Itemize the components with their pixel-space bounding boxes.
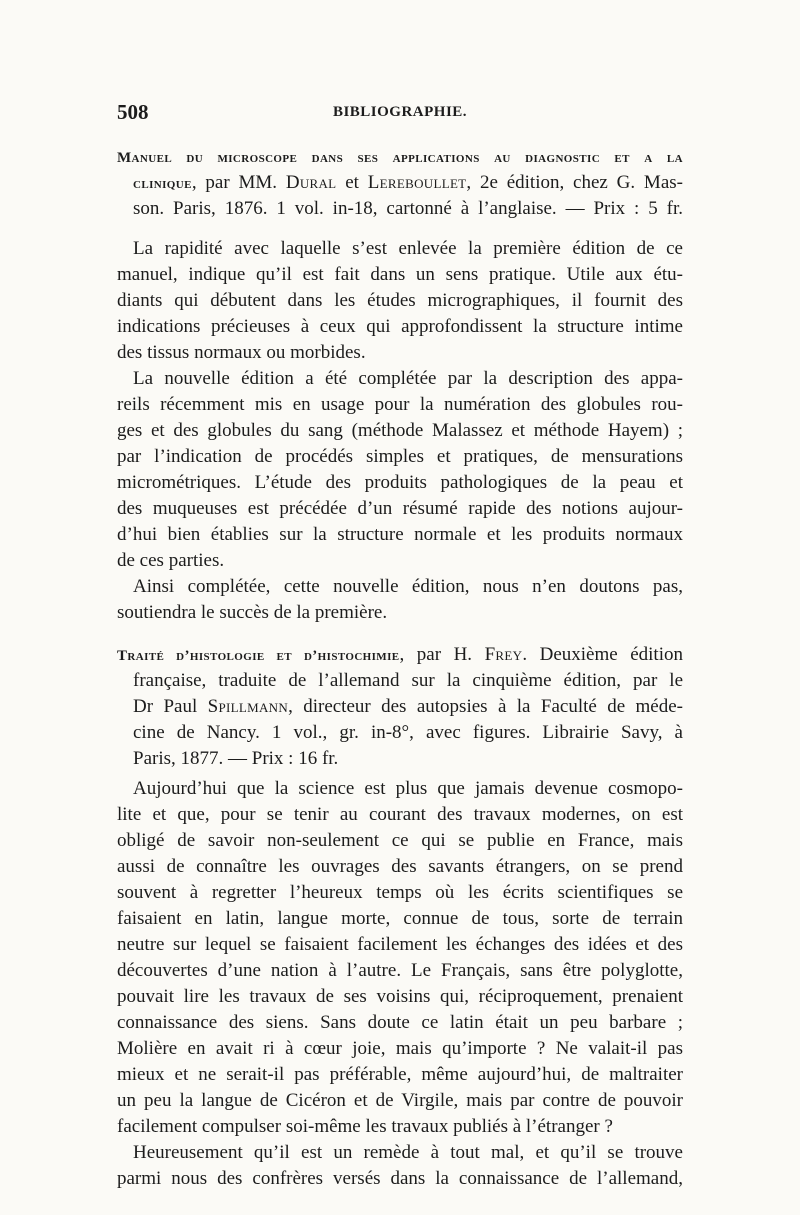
text-line: La nouvelle édition a été complétée par la description des appa- [133,368,683,389]
text-line: ges et des globules du sang (méthode Malassez et méthode Hayem) ; [117,420,683,441]
text-line: souvent à regretter l’heureux temps où les écrits scientifiques se [117,882,683,903]
page-header [117,100,683,126]
text-line: lite et que, pour se tenir au courant des travaux modernes, on est [117,804,683,825]
entry1-title-cont: clinique [133,176,192,192]
text-line: micrométriques. L’étude des produits pathologiques de la peau et [117,472,683,493]
text-fragment: et [336,172,368,193]
entry2-title-line [117,642,683,668]
text-line: diants qui débutent dans les études micrographiques, il fournit des [117,290,683,311]
text-line: facilement compulser soi-même les travaux publiés à l’étranger ? [117,1116,613,1137]
entry1-author2: Lereboullet [367,172,467,193]
text-line: Aujourd’hui que la science est plus que jamais devenue cosmopo- [133,778,683,799]
text-line: Heureusement qu’il est un remède à tout mal, et qu’il se trouve [133,1142,683,1163]
text-line: son. Paris, 1876. 1 vol. in-18, cartonné à l’anglaise. — Prix : 5 fr. [133,198,683,219]
text-line: faisaient en latin, langue morte, connue de tous, sorte de terrain [117,908,683,929]
text-line: reils récemment mis en usage pour la numération des globules rou- [117,394,683,415]
text-line: Ainsi complétée, cette nouvelle édition, nous n’en doutons pas, [133,576,683,597]
text-line: soutiendra le succès de la première. [117,602,388,623]
entry2-author: Frey [484,644,523,665]
text-line: des tissus normaux ou morbides. [117,342,366,363]
text-line: obligé de savoir non-seulement ce qui se publie en France, mais [117,830,683,851]
page-number: 508 [117,100,149,124]
text-line: indications précieuses à ceux qui approfondissent la structure intime [117,316,683,337]
text-line: découvertes d’une nation à l’autre. Le Français, sans être polyglotte, [117,960,683,981]
entry1-line2 [133,170,683,196]
text-fragment: . Deuxième édition [522,644,683,665]
entry1-author1: Dural [285,172,337,193]
entry1-title-line [117,144,683,170]
entry2-translator-line [133,694,683,720]
text-fragment: , par MM. [191,172,286,193]
text-line: neutre sur lequel se faisaient facilement les échanges des idées et des [117,934,683,955]
text-line: des muqueuses est précédée d’un résumé rapide des notions aujour- [117,498,683,519]
text-line: par l’indication de procédés simples et pratiques, de mensurations [117,446,683,467]
text-line: manuel, indique qu’il est fait dans un sens pratique. Utile aux étu- [117,264,683,285]
text-line: parmi nous des confrères versés dans la connaissance de l’allemand, [117,1168,683,1189]
text-line: d’hui bien établies sur la structure normale et les produits normaux [117,524,683,545]
text-line: aussi de connaître les ouvrages des savants étrangers, on se prend [117,856,683,877]
text-line: Molière en avait ri à cœur joie, mais qu’importe ? Ne valait-il pas [117,1038,683,1059]
text-line: connaissance des siens. Sans doute ce latin était un peu barbare ; [117,1012,683,1033]
text-line: un peu la langue de Cicéron et de Virgile, mais par contre de pouvoir [117,1090,683,1111]
entry2-title: Traité d’histologie et d’histochimie [117,648,400,664]
text-fragment: Dr Paul [133,696,208,717]
text-fragment: , par H. [399,644,485,665]
text-line: de ces parties. [117,550,225,571]
text-line: Paris, 1877. — Prix : 16 fr. [133,748,339,769]
text-fragment: , 2e édition, chez G. Mas- [466,172,683,193]
entry1-title: Manuel du microscope dans ses applications au diagnostic et a la [117,150,683,166]
text-line: cine de Nancy. 1 vol., gr. in-8°, avec figures. Librairie Savy, à [133,722,683,743]
text-fragment: , directeur des autopsies à la Faculté de méde- [288,696,683,717]
text-line: mieux et ne serait-il pas préférable, même aujourd’hui, de maltraiter [117,1064,683,1085]
text-line: La rapidité avec laquelle s’est enlevée la première édition de ce [133,238,683,259]
entry2-translator: Spillmann [207,696,289,717]
text-line: française, traduite de l’allemand sur la cinquième édition, par le [133,670,683,691]
running-title: BIBLIOGRAPHIE. [332,104,468,120]
text-line: pouvait lire les travaux de ses voisins qui, réciproquement, prenaient [117,986,683,1007]
